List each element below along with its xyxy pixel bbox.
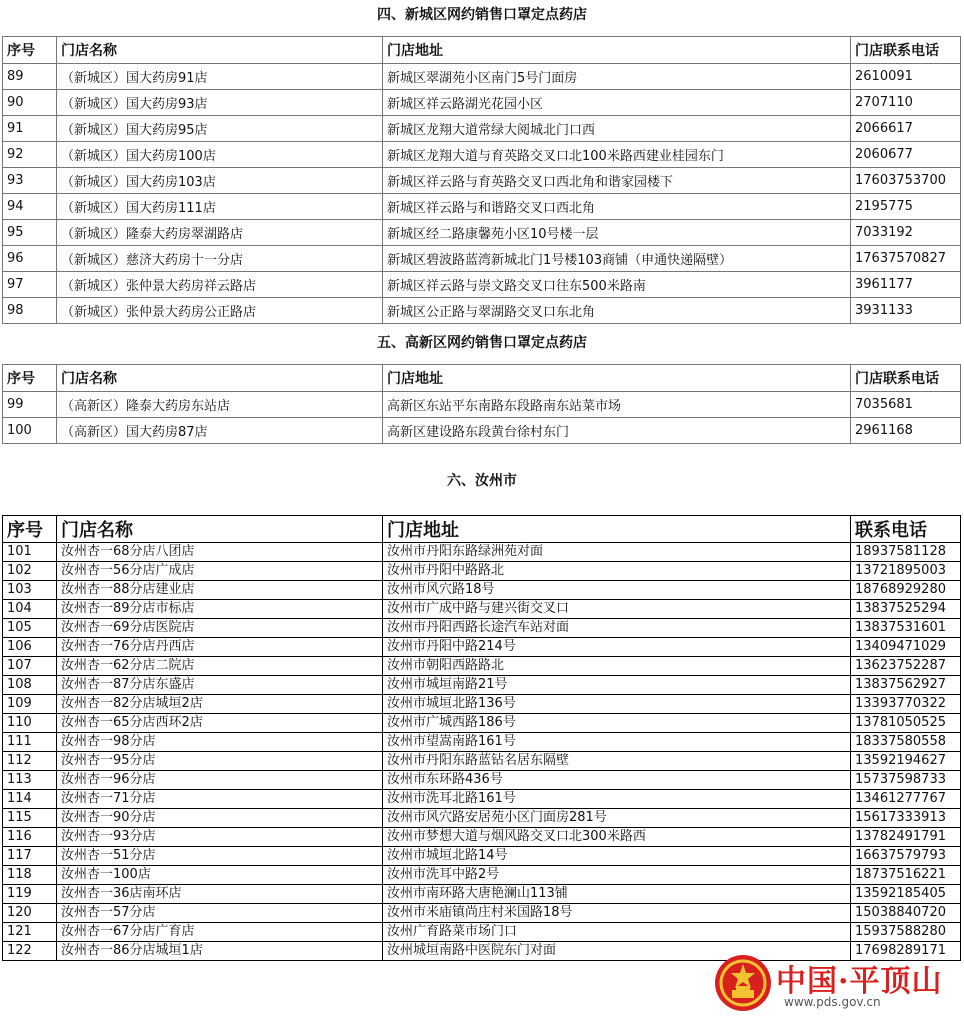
cell-address: 新城区祥云路与育英路交叉口西北角和谐家园楼下 <box>383 168 851 194</box>
header-address: 门店地址 <box>383 516 851 543</box>
table-ruzhou <box>2 515 961 961</box>
cell-phone: 15737598733 <box>851 771 961 790</box>
cell-phone: 13461277767 <box>851 790 961 809</box>
watermark-url: www.pds.gov.cn <box>784 995 881 1009</box>
cell-index: 98 <box>3 298 57 324</box>
cell-store-name: 汝州杏一96分店 <box>57 771 383 790</box>
table-row <box>3 298 961 324</box>
cell-index: 114 <box>3 790 57 809</box>
table-body-gaoxin <box>3 392 961 444</box>
cell-phone: 16637579793 <box>851 847 961 866</box>
cell-phone: 13837531601 <box>851 619 961 638</box>
cell-store-name: 汝州杏一82分店城垣2店 <box>57 695 383 714</box>
table-row <box>3 272 961 298</box>
cell-index: 107 <box>3 657 57 676</box>
cell-index: 115 <box>3 809 57 828</box>
cell-address: 汝州市城垣北路136号 <box>383 695 851 714</box>
cell-phone: 2060677 <box>851 142 961 168</box>
site-watermark <box>712 952 962 1014</box>
cell-index: 120 <box>3 904 57 923</box>
cell-phone: 18737516221 <box>851 866 961 885</box>
table-row <box>3 619 961 638</box>
cell-address: 新城区公正路与翠湖路交叉口东北角 <box>383 298 851 324</box>
cell-store-name: 汝州杏一71分店 <box>57 790 383 809</box>
cell-index: 119 <box>3 885 57 904</box>
cell-address: 汝州城垣南路中医院东门对面 <box>383 942 851 961</box>
cell-address: 高新区东站平东南路东段路南东站菜市场 <box>383 392 851 418</box>
table-row <box>3 543 961 562</box>
cell-address: 新城区祥云路湖光花园小区 <box>383 90 851 116</box>
cell-phone: 17603753700 <box>851 168 961 194</box>
cell-index: 91 <box>3 116 57 142</box>
cell-index: 90 <box>3 90 57 116</box>
cell-phone: 7035681 <box>851 392 961 418</box>
cell-store-name: 汝州杏一36店南环店 <box>57 885 383 904</box>
table-row <box>3 194 961 220</box>
table-row <box>3 771 961 790</box>
table-row <box>3 923 961 942</box>
cell-phone: 2066617 <box>851 116 961 142</box>
header-phone: 门店联系电话 <box>851 37 961 64</box>
cell-store-name: 汝州杏一90分店 <box>57 809 383 828</box>
cell-store-name: 汝州杏一100店 <box>57 866 383 885</box>
table-row <box>3 676 961 695</box>
cell-index: 101 <box>3 543 57 562</box>
header-phone: 联系电话 <box>851 516 961 543</box>
cell-address: 汝州市城垣北路14号 <box>383 847 851 866</box>
cell-index: 116 <box>3 828 57 847</box>
header-address: 门店地址 <box>383 37 851 64</box>
header-address: 门店地址 <box>383 365 851 392</box>
cell-address: 新城区龙翔大道常绿大阅城北门口西 <box>383 116 851 142</box>
cell-address: 新城区祥云路与和谐路交叉口西北角 <box>383 194 851 220</box>
table-row <box>3 885 961 904</box>
table-row <box>3 392 961 418</box>
cell-address: 汝州市朝阳西路路北 <box>383 657 851 676</box>
table-row <box>3 847 961 866</box>
cell-store-name: （新城区）国大药房95店 <box>57 116 383 142</box>
cell-phone: 13623752287 <box>851 657 961 676</box>
cell-address: 新城区祥云路与崇文路交叉口往东500米路南 <box>383 272 851 298</box>
cell-store-name: 汝州杏一86分店城垣1店 <box>57 942 383 961</box>
cell-phone: 13393770322 <box>851 695 961 714</box>
cell-store-name: （新城区）国大药房93店 <box>57 90 383 116</box>
cell-index: 93 <box>3 168 57 194</box>
cell-phone: 13781050525 <box>851 714 961 733</box>
cell-phone: 13837562927 <box>851 676 961 695</box>
cell-address: 汝州市梦想大道与烟风路交叉口北300米路西 <box>383 828 851 847</box>
cell-index: 117 <box>3 847 57 866</box>
table-row <box>3 90 961 116</box>
cell-phone: 15937588280 <box>851 923 961 942</box>
cell-store-name: （新城区）慈济大药房十一分店 <box>57 246 383 272</box>
table-row <box>3 733 961 752</box>
cell-address: 汝州市望嵩南路161号 <box>383 733 851 752</box>
table-row <box>3 168 961 194</box>
cell-address: 汝州市风穴路18号 <box>383 581 851 600</box>
cell-store-name: 汝州杏一62分店二院店 <box>57 657 383 676</box>
cell-address: 汝州市东环路436号 <box>383 771 851 790</box>
table-row <box>3 64 961 90</box>
header-phone: 门店联系电话 <box>851 365 961 392</box>
cell-index: 89 <box>3 64 57 90</box>
table-header-row <box>3 365 961 392</box>
cell-phone: 13837525294 <box>851 600 961 619</box>
table-row <box>3 657 961 676</box>
cell-address: 汝州市丹阳中路路北 <box>383 562 851 581</box>
cell-address: 新城区翠湖苑小区南门5号门面房 <box>383 64 851 90</box>
cell-index: 106 <box>3 638 57 657</box>
cell-phone: 17698289171 <box>851 942 961 961</box>
table-row <box>3 809 961 828</box>
table-row <box>3 600 961 619</box>
header-store-name: 门店名称 <box>57 37 383 64</box>
cell-address: 汝州市米庙镇尚庄村米国路18号 <box>383 904 851 923</box>
cell-address: 汝州市广成中路与建兴街交叉口 <box>383 600 851 619</box>
cell-index: 97 <box>3 272 57 298</box>
cell-index: 122 <box>3 942 57 961</box>
cell-index: 94 <box>3 194 57 220</box>
cell-store-name: 汝州杏一69分店医院店 <box>57 619 383 638</box>
cell-address: 汝州市丹阳东路绿洲苑对面 <box>383 543 851 562</box>
table-xincheng <box>2 36 961 324</box>
cell-phone: 13409471029 <box>851 638 961 657</box>
table-row <box>3 866 961 885</box>
table-row <box>3 116 961 142</box>
cell-store-name: （新城区）隆泰大药房翠湖路店 <box>57 220 383 246</box>
header-index: 序号 <box>3 365 57 392</box>
cell-index: 113 <box>3 771 57 790</box>
table-row <box>3 638 961 657</box>
table-row <box>3 904 961 923</box>
cell-index: 108 <box>3 676 57 695</box>
cell-phone: 13782491791 <box>851 828 961 847</box>
table-row <box>3 752 961 771</box>
cell-index: 103 <box>3 581 57 600</box>
cell-phone: 13592194627 <box>851 752 961 771</box>
cell-phone: 18337580558 <box>851 733 961 752</box>
cell-address: 新城区经二路康馨苑小区10号楼一层 <box>383 220 851 246</box>
national-emblem-icon <box>712 952 774 1014</box>
cell-phone: 15038840720 <box>851 904 961 923</box>
cell-address: 新城区龙翔大道与育英路交叉口北100米路西建业桂园东门 <box>383 142 851 168</box>
cell-store-name: 汝州杏一51分店 <box>57 847 383 866</box>
cell-store-name: （新城区）张仲景大药房祥云路店 <box>57 272 383 298</box>
cell-address: 汝州广育路菜市场门口 <box>383 923 851 942</box>
cell-address: 汝州市城垣南路21号 <box>383 676 851 695</box>
cell-store-name: 汝州杏一88分店建业店 <box>57 581 383 600</box>
cell-index: 100 <box>3 418 57 444</box>
table-body-xincheng <box>3 64 961 324</box>
cell-store-name: （新城区）国大药房100店 <box>57 142 383 168</box>
cell-store-name: 汝州杏一57分店 <box>57 904 383 923</box>
cell-address: 汝州市洗耳中路2号 <box>383 866 851 885</box>
table-gaoxin <box>2 364 961 444</box>
section-title-xincheng: 四、新城区网约销售口罩定点药店 <box>377 7 587 23</box>
cell-store-name: 汝州杏一98分店 <box>57 733 383 752</box>
cell-store-name: 汝州杏一89分店市标店 <box>57 600 383 619</box>
cell-store-name: 汝州杏一67分店广育店 <box>57 923 383 942</box>
header-index: 序号 <box>3 516 57 543</box>
cell-index: 104 <box>3 600 57 619</box>
table-header-row <box>3 516 961 543</box>
cell-address: 汝州市风穴路安居苑小区门面房281号 <box>383 809 851 828</box>
header-store-name: 门店名称 <box>57 365 383 392</box>
table-row <box>3 418 961 444</box>
cell-store-name: （新城区）国大药房103店 <box>57 168 383 194</box>
cell-store-name: 汝州杏一87分店东盛店 <box>57 676 383 695</box>
table-row <box>3 142 961 168</box>
header-index: 序号 <box>3 37 57 64</box>
cell-phone: 2707110 <box>851 90 961 116</box>
table-row <box>3 828 961 847</box>
cell-store-name: 汝州杏一76分店丹西店 <box>57 638 383 657</box>
cell-phone: 13721895003 <box>851 562 961 581</box>
cell-index: 121 <box>3 923 57 942</box>
cell-address: 汝州市洗耳北路161号 <box>383 790 851 809</box>
cell-phone: 2961168 <box>851 418 961 444</box>
cell-index: 109 <box>3 695 57 714</box>
table-row <box>3 562 961 581</box>
cell-store-name: 汝州杏一65分店西环2店 <box>57 714 383 733</box>
cell-index: 111 <box>3 733 57 752</box>
cell-store-name: 汝州杏一93分店 <box>57 828 383 847</box>
table-header-row <box>3 37 961 64</box>
table-row <box>3 714 961 733</box>
table-row <box>3 246 961 272</box>
table-row <box>3 695 961 714</box>
table-body-ruzhou <box>3 543 961 961</box>
cell-store-name: （高新区）国大药房87店 <box>57 418 383 444</box>
cell-address: 高新区建设路东段黄台徐村东门 <box>383 418 851 444</box>
cell-phone: 2610091 <box>851 64 961 90</box>
cell-address: 汝州市丹阳西路长途汽车站对面 <box>383 619 851 638</box>
cell-address: 汝州市南环路大唐艳澜山113铺 <box>383 885 851 904</box>
table-row <box>3 220 961 246</box>
cell-index: 96 <box>3 246 57 272</box>
cell-phone: 3961177 <box>851 272 961 298</box>
cell-phone: 18768929280 <box>851 581 961 600</box>
cell-index: 110 <box>3 714 57 733</box>
cell-address: 汝州市广城西路186号 <box>383 714 851 733</box>
header-store-name: 门店名称 <box>57 516 383 543</box>
cell-index: 105 <box>3 619 57 638</box>
cell-phone: 15617333913 <box>851 809 961 828</box>
cell-phone: 2195775 <box>851 194 961 220</box>
cell-index: 112 <box>3 752 57 771</box>
table-row <box>3 581 961 600</box>
cell-store-name: （新城区）张仲景大药房公正路店 <box>57 298 383 324</box>
cell-store-name: 汝州杏一95分店 <box>57 752 383 771</box>
cell-phone: 7033192 <box>851 220 961 246</box>
cell-phone: 3931133 <box>851 298 961 324</box>
cell-index: 95 <box>3 220 57 246</box>
cell-store-name: （高新区）隆泰大药房东站店 <box>57 392 383 418</box>
cell-index: 102 <box>3 562 57 581</box>
cell-phone: 13592185405 <box>851 885 961 904</box>
table-row <box>3 790 961 809</box>
cell-store-name: 汝州杏一56分店广成店 <box>57 562 383 581</box>
cell-address: 汝州市丹阳中路214号 <box>383 638 851 657</box>
section-title-ruzhou: 六、汝州市 <box>447 473 517 489</box>
cell-index: 99 <box>3 392 57 418</box>
cell-address: 汝州市丹阳东路蓝钻名居东隔壁 <box>383 752 851 771</box>
cell-store-name: （新城区）国大药房91店 <box>57 64 383 90</box>
cell-phone: 18937581128 <box>851 543 961 562</box>
cell-index: 118 <box>3 866 57 885</box>
cell-store-name: （新城区）国大药房111店 <box>57 194 383 220</box>
section-title-gaoxin: 五、高新区网约销售口罩定点药店 <box>377 335 587 351</box>
watermark-text: 中国·平顶山 <box>776 964 943 999</box>
cell-address: 新城区碧波路蓝湾新城北门1号楼103商铺（申通快递隔壁） <box>383 246 851 272</box>
cell-phone: 17637570827 <box>851 246 961 272</box>
cell-index: 92 <box>3 142 57 168</box>
cell-store-name: 汝州杏一68分店八团店 <box>57 543 383 562</box>
